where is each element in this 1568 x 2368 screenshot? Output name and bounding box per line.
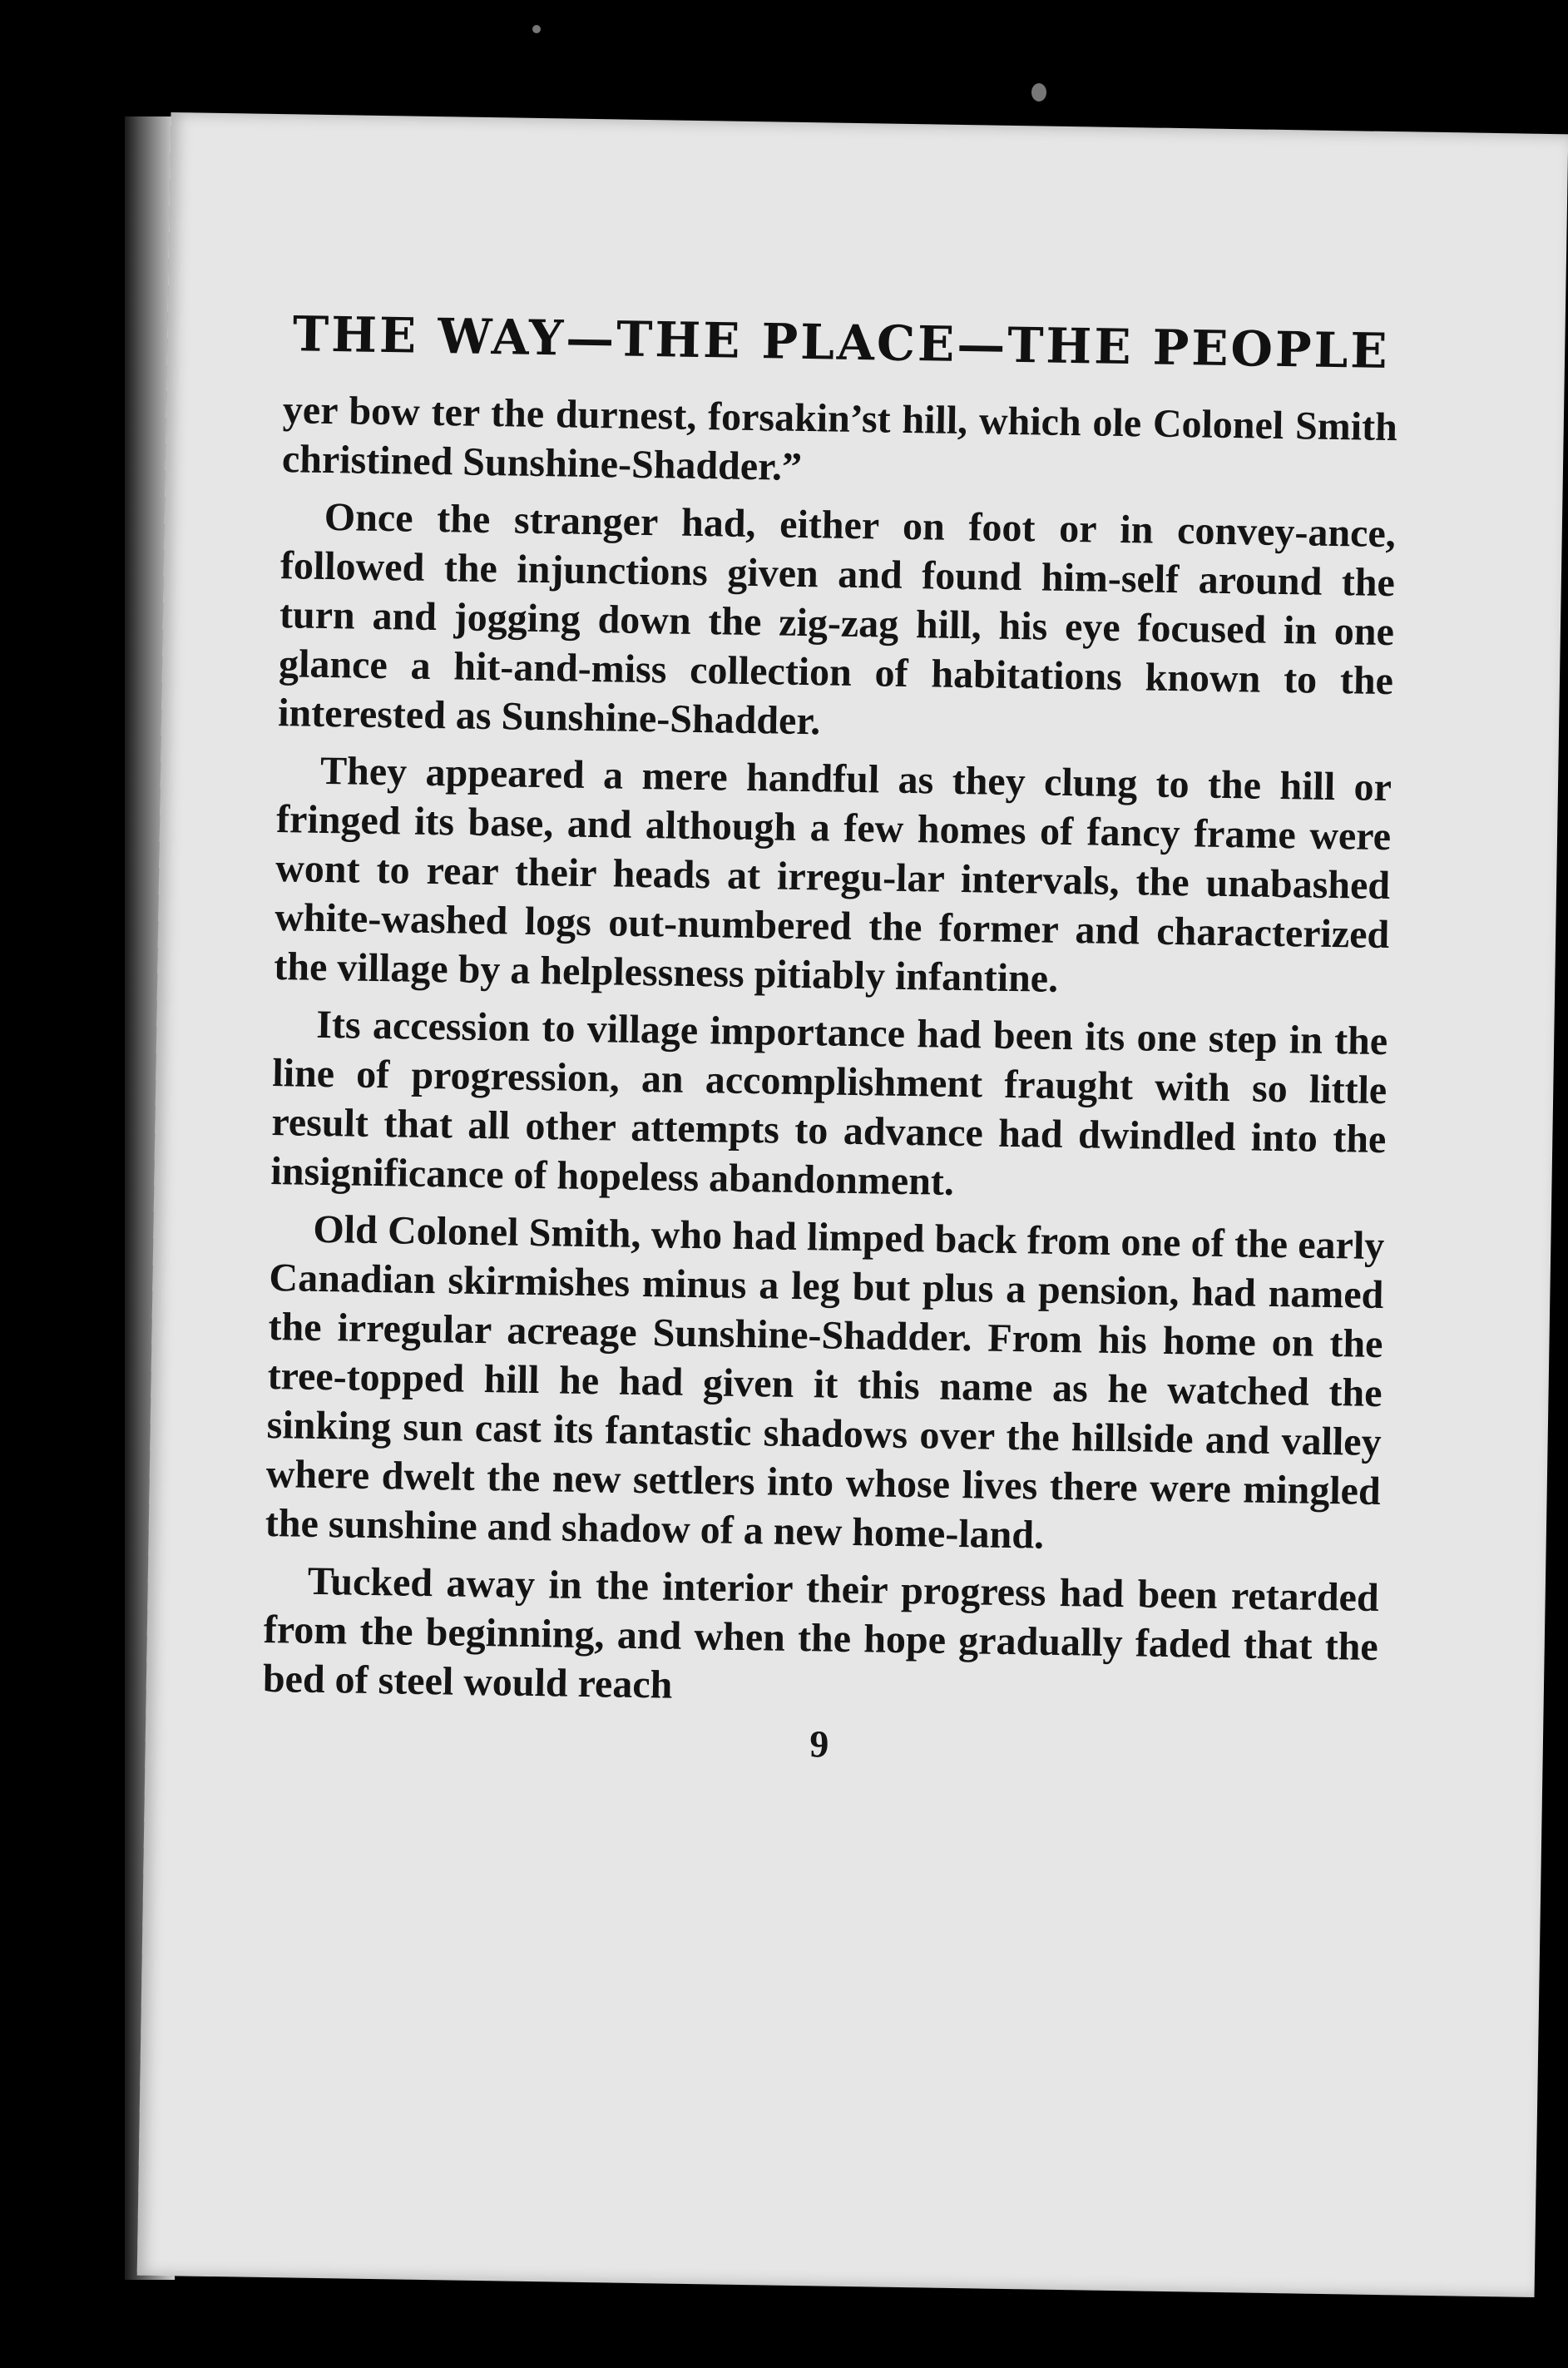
scan-artifact [532, 25, 541, 33]
paragraph: yer bow ter the durnest, forsakin’st hill, which ole Colonel Smith christined Sunshine-Shadder.” [281, 388, 1398, 489]
scan-artifact [1031, 83, 1046, 102]
paragraph: Old Colonel Smith, who had limped back from one of the early Canadian skirmishes minus a leg but plus a pension, had named the irregular acreage Sunshine-Shadder. From his home on the tree-topped hill he had given it this name as he watched the sinking sun cast its fantastic shadows over the hillside and valley where dwelt the new settlers into whose lives there were mingled the sunshine and shadow of a new home-land. [265, 1206, 1385, 1558]
paragraph: Tucked away in the interior their progress had been retarded from the beginning, and when the hope gradually faded that the bed of steel would reach [262, 1558, 1380, 1707]
page-text-block [261, 305, 1398, 1775]
book-page [137, 112, 1568, 2297]
paragraph: They appeared a mere handful as they clung to the hill or fringed its base, and although a few homes of fancy frame were wont to rear their heads at irregu-lar intervals, the unabashed white-washed logs out-numbered the former and characterized the village by a helplessness pitiably infantine. [273, 748, 1392, 1001]
page-number: 9 [809, 1722, 829, 1766]
paragraph: Its accession to village importance had been its one step in the line of progression, an accomplishment fraught with so little result that all other attempts to advance had dwindled into the insignificance of hopeless abandonment. [270, 1002, 1388, 1204]
running-head: THE WAY—THE PLACE—THE PEOPLE [292, 305, 1391, 380]
paragraph: Once the stranger had, either on foot or in convey-ance, followed the injunctions given and found him-self around the turn and jogging down the zig-zag hill, his eye focused in one glance a hit-and-miss collection of habitations known to the interested as Sunshine-Shadder. [277, 494, 1397, 744]
